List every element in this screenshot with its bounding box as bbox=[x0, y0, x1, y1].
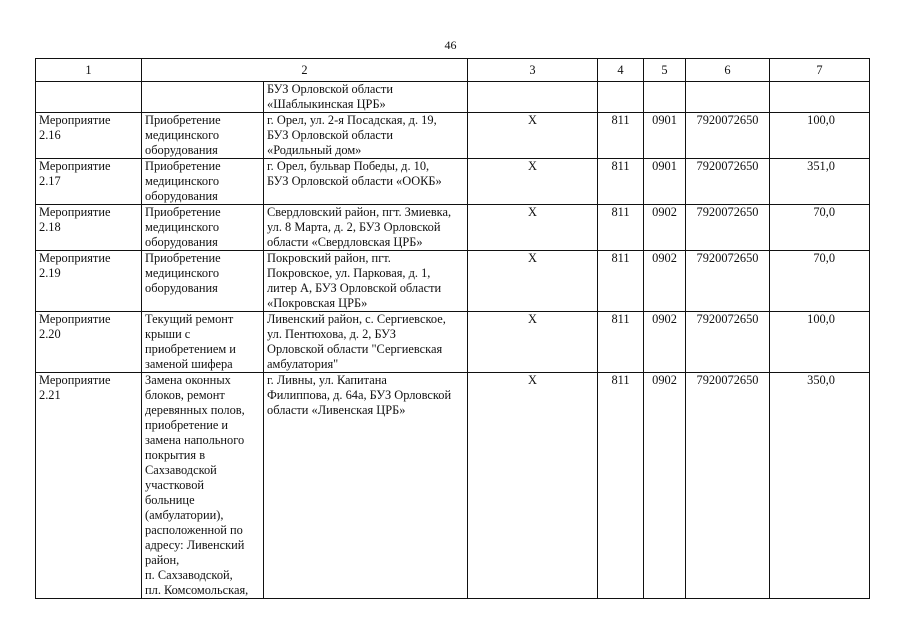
table-row bbox=[36, 159, 870, 205]
col3-cell-text: X bbox=[528, 251, 537, 265]
event-cell-text: Мероприятие 2.18 bbox=[39, 205, 111, 234]
col7-cell bbox=[770, 251, 870, 312]
col6-cell bbox=[686, 251, 770, 312]
table-row bbox=[36, 82, 870, 113]
col5-cell-text: 0902 bbox=[652, 373, 677, 387]
address-cell bbox=[264, 251, 468, 312]
col5-cell bbox=[644, 312, 686, 373]
col5-cell-text: 0901 bbox=[652, 113, 677, 127]
address-cell bbox=[264, 113, 468, 159]
col3-cell-text: X bbox=[528, 373, 537, 387]
col4-cell bbox=[598, 82, 644, 113]
event-cell bbox=[36, 251, 142, 312]
header-col-4: 4 bbox=[598, 59, 644, 82]
col3-cell bbox=[468, 251, 598, 312]
col6-cell bbox=[686, 312, 770, 373]
col5-cell-text: 0901 bbox=[652, 159, 677, 173]
address-cell bbox=[264, 159, 468, 205]
col5-cell bbox=[644, 205, 686, 251]
event-cell-text: Мероприятие 2.19 bbox=[39, 251, 111, 280]
event-cell bbox=[36, 82, 142, 113]
col3-cell-text: X bbox=[528, 159, 537, 173]
table-row bbox=[36, 113, 870, 159]
header-col-7: 7 bbox=[770, 59, 870, 82]
address-cell-text: Покровский район, пгт. Покровское, ул. Парковая, д. 1, литер А, БУЗ Орловской области «Покровская ЦРБ» bbox=[267, 251, 442, 310]
col5-cell-text: 0902 bbox=[652, 312, 677, 326]
table-row bbox=[36, 251, 870, 312]
col6-cell bbox=[686, 373, 770, 599]
col5-cell-text: 0902 bbox=[652, 251, 677, 265]
col7-cell bbox=[770, 82, 870, 113]
col4-cell bbox=[598, 205, 644, 251]
address-cell-text: г. Орел, бульвар Победы, д. 10, БУЗ Орловской области «ООКБ» bbox=[267, 159, 442, 188]
col3-cell bbox=[468, 159, 598, 205]
col5-cell bbox=[644, 113, 686, 159]
col7-cell bbox=[770, 113, 870, 159]
col7-cell-text: 350,0 bbox=[807, 373, 836, 387]
col3-cell bbox=[468, 205, 598, 251]
description-cell-text: Текущий ремонт крыши с приобретением и заменой шифера bbox=[145, 312, 236, 371]
description-cell-text: Приобретение медицинского оборудования bbox=[145, 251, 221, 295]
col4-cell bbox=[598, 312, 644, 373]
header-col-6: 6 bbox=[686, 59, 770, 82]
description-cell bbox=[142, 113, 264, 159]
description-cell-text: Замена оконных блоков, ремонт деревянных полов, приобретение и замена напольного покрытия в Сахзаводской участковой больнице (амбулатории), расположенной по адресу: Ливенский район, п. Сахзаводской, пл. Комсомольская, bbox=[145, 373, 249, 597]
event-cell bbox=[36, 113, 142, 159]
col3-cell-text: X bbox=[528, 312, 537, 326]
col6-cell-text: 7920072650 bbox=[696, 159, 759, 173]
col5-cell-text: 0902 bbox=[652, 205, 677, 219]
col6-cell-text: 7920072650 bbox=[696, 251, 759, 265]
address-cell-text: БУЗ Орловской области «Шаблыкинская ЦРБ» bbox=[267, 82, 393, 111]
col7-cell-text: 351,0 bbox=[807, 159, 836, 173]
description-cell bbox=[142, 312, 264, 373]
col4-cell-text: 811 bbox=[611, 373, 630, 387]
event-cell bbox=[36, 312, 142, 373]
address-cell-text: г. Ливны, ул. Капитана Филиппова, д. 64а, БУЗ Орловской области «Ливенская ЦРБ» bbox=[267, 373, 452, 417]
col4-cell bbox=[598, 373, 644, 599]
col6-cell bbox=[686, 205, 770, 251]
header-col-3: 3 bbox=[468, 59, 598, 82]
col3-cell bbox=[468, 312, 598, 373]
col4-cell-text: 811 bbox=[611, 113, 630, 127]
col4-cell-text: 811 bbox=[611, 205, 630, 219]
col4-cell bbox=[598, 113, 644, 159]
description-cell bbox=[142, 82, 264, 113]
col6-cell-text: 7920072650 bbox=[696, 312, 759, 326]
event-cell-text: Мероприятие 2.17 bbox=[39, 159, 111, 188]
budget-table bbox=[35, 58, 870, 599]
col3-cell-text: X bbox=[528, 205, 537, 219]
col3-cell bbox=[468, 113, 598, 159]
col5-cell bbox=[644, 373, 686, 599]
header-row bbox=[36, 59, 870, 82]
header-col-2: 2 bbox=[142, 59, 468, 82]
address-cell-text: Ливенский район, с. Сергиевское, ул. Пентюхова, д. 2, БУЗ Орловской области "Сергиевская амбулатория" bbox=[267, 312, 446, 371]
address-cell-text: г. Орел, ул. 2-я Посадская, д. 19, БУЗ Орловской области «Родильный дом» bbox=[267, 113, 437, 157]
table-row bbox=[36, 205, 870, 251]
address-cell-text: Свердловский район, пгт. Змиевка, ул. 8 Марта, д. 2, БУЗ Орловской области «Свердловская ЦРБ» bbox=[267, 205, 452, 249]
event-cell-text: Мероприятие 2.21 bbox=[39, 373, 111, 402]
address-cell bbox=[264, 312, 468, 373]
table-row bbox=[36, 312, 870, 373]
col6-cell bbox=[686, 159, 770, 205]
col3-cell bbox=[468, 82, 598, 113]
page-number: 46 bbox=[444, 38, 457, 52]
event-cell bbox=[36, 205, 142, 251]
description-cell-text: Приобретение медицинского оборудования bbox=[145, 113, 221, 157]
col6-cell bbox=[686, 113, 770, 159]
event-cell-text: Мероприятие 2.16 bbox=[39, 113, 111, 142]
col4-cell bbox=[598, 251, 644, 312]
col7-cell bbox=[770, 205, 870, 251]
event-cell bbox=[36, 159, 142, 205]
description-cell bbox=[142, 251, 264, 312]
col5-cell bbox=[644, 251, 686, 312]
col7-cell-text: 70,0 bbox=[813, 251, 836, 265]
header-col-1: 1 bbox=[36, 59, 142, 82]
description-cell bbox=[142, 373, 264, 599]
description-cell-text: Приобретение медицинского оборудования bbox=[145, 205, 221, 249]
col7-cell bbox=[770, 373, 870, 599]
col5-cell bbox=[644, 82, 686, 113]
event-cell-text: Мероприятие 2.20 bbox=[39, 312, 111, 341]
address-cell bbox=[264, 373, 468, 599]
table-row bbox=[36, 373, 870, 599]
col6-cell bbox=[686, 82, 770, 113]
col4-cell-text: 811 bbox=[611, 159, 630, 173]
col4-cell-text: 811 bbox=[611, 251, 630, 265]
col7-cell-text: 70,0 bbox=[813, 205, 836, 219]
col3-cell-text: X bbox=[528, 113, 537, 127]
col6-cell-text: 7920072650 bbox=[696, 113, 759, 127]
description-cell bbox=[142, 159, 264, 205]
address-cell bbox=[264, 205, 468, 251]
col7-cell bbox=[770, 312, 870, 373]
col7-cell-text: 100,0 bbox=[807, 113, 836, 127]
address-cell bbox=[264, 82, 468, 113]
header-col-5: 5 bbox=[644, 59, 686, 82]
description-cell bbox=[142, 205, 264, 251]
col6-cell-text: 7920072650 bbox=[696, 373, 759, 387]
col4-cell bbox=[598, 159, 644, 205]
col4-cell-text: 811 bbox=[611, 312, 630, 326]
table-body bbox=[36, 82, 870, 599]
col7-cell bbox=[770, 159, 870, 205]
col5-cell bbox=[644, 159, 686, 205]
col7-cell-text: 100,0 bbox=[807, 312, 836, 326]
col3-cell bbox=[468, 373, 598, 599]
col6-cell-text: 7920072650 bbox=[696, 205, 759, 219]
event-cell bbox=[36, 373, 142, 599]
description-cell-text: Приобретение медицинского оборудования bbox=[145, 159, 221, 203]
